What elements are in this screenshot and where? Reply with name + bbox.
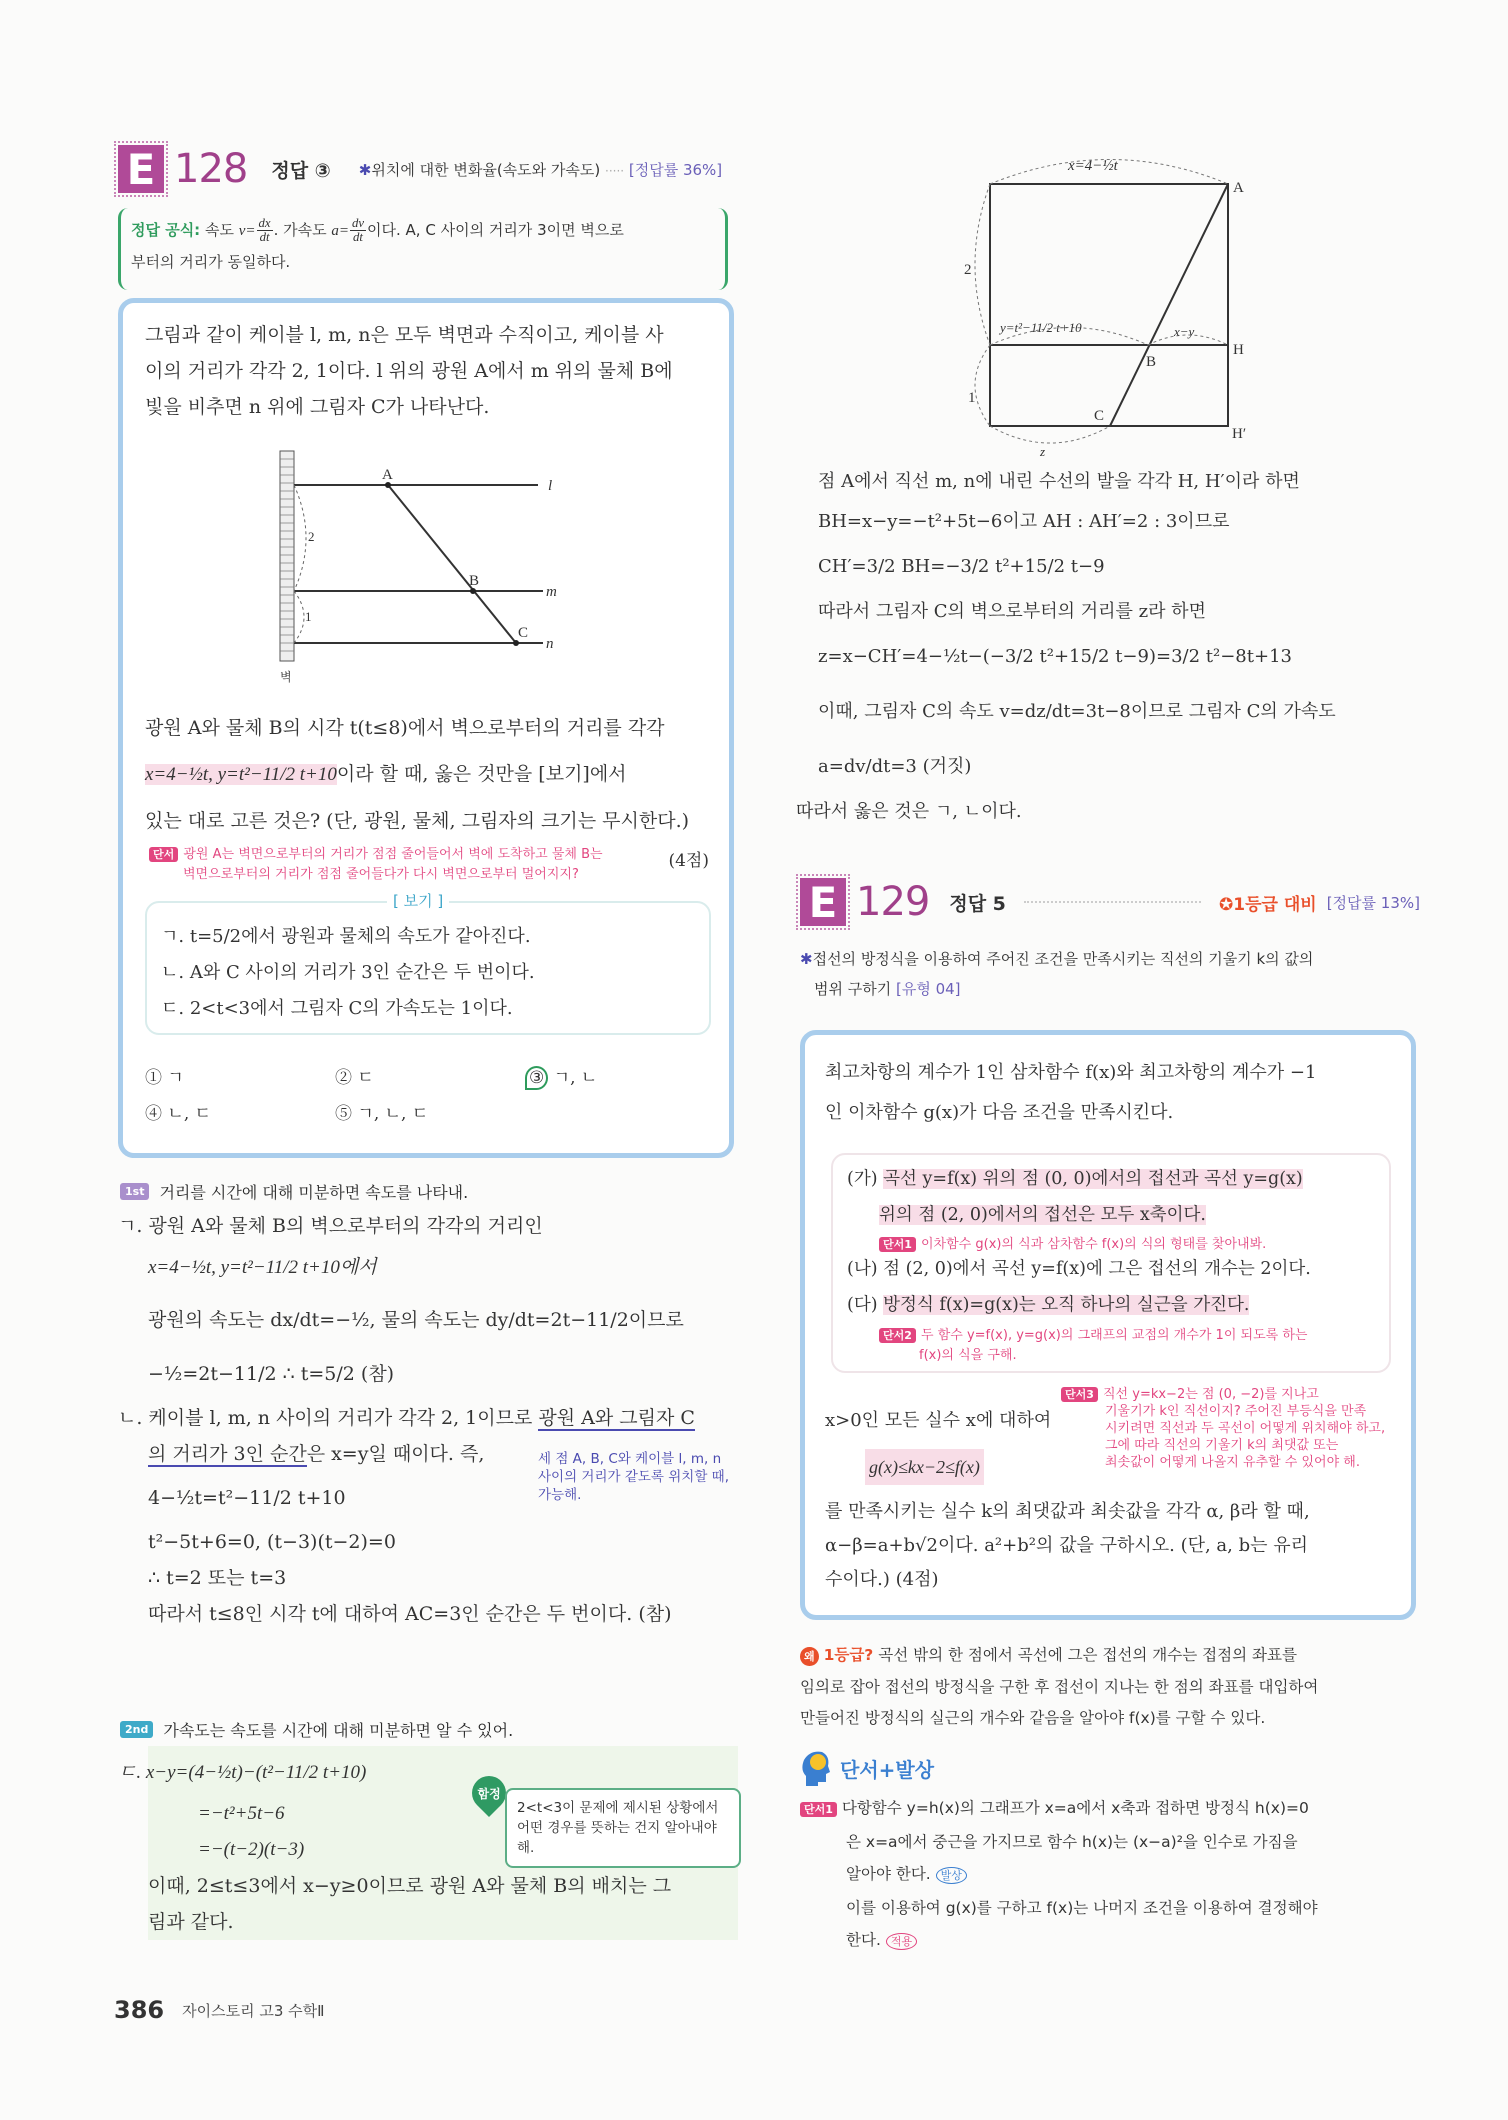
hint: 단서 광원 A는 벽면으로부터의 거리가 점점 줄어들어서 벽에 도착하고 물체 B는 벽면으로부터의 거리가 점점 줄어들다가 다시 벽면으로부터 멀어지지?	[149, 843, 669, 883]
svg-text:A: A	[382, 467, 393, 483]
question: 광원 A와 물체 B의 시각 t(t≤8)에서 벽으로부터의 거리를 각각 x=4−½t, y=t²−11/2 t+10이라 할 때, 옳은 것만을 [보기]에서 있는 대로 고른 것은? (단, 광원, 물체, 그림자의 크기는 무시한다.)	[145, 717, 690, 832]
bogi-title: [ 보기 ]	[387, 890, 449, 911]
dotted-leader: ·····	[605, 163, 625, 178]
inequality: g(x)≤kx−2≤f(x)	[865, 1449, 984, 1485]
jeogyong-tag: 적용	[886, 1933, 917, 1950]
svg-text:m: m	[546, 584, 557, 600]
question-formula: x=4−½t, y=t²−11/2 t+10	[145, 764, 337, 785]
svg-text:x=4−½t: x=4−½t	[1068, 158, 1118, 174]
svg-text:2: 2	[308, 529, 315, 544]
points: (4점)	[668, 851, 709, 871]
svg-text:B: B	[469, 573, 480, 589]
solution-right: 점 A에서 직선 m, n에 내린 수선의 발을 각각 H, H′이라 하면 BH=x−y=−t²+5t−6이고 AH : AH′=2 : 3이므로 CH′=3/2 BH=−3/2 t²+15/2 t−9 따라서 그림자 C의 벽으로부터의 거리를 z라 하면 z=x−CH′=4−½t−(−3/2 t²+15/2 t−9)=3/2 t²−8t+13 이때, 그림자 C의 속도 v=dz/dt=3t−8이므로 그림자 C의 가속도 a=dv/dt=3 (거짓) 따라서 옳은 것은 ㄱ, ㄴ이다.	[796, 471, 1336, 822]
svg-text:n: n	[546, 636, 554, 652]
problem-number: 129	[856, 879, 930, 925]
lightbulb-head-icon	[800, 1748, 832, 1788]
step-2: 2nd 가속도는 속도를 시간에 대해 미분하면 알 수 있어.	[120, 1718, 513, 1741]
svg-text:1: 1	[968, 390, 976, 406]
choice-5[interactable]: ⑤ ㄱ, ㄴ, ㄷ	[335, 1104, 429, 1124]
svg-text:x−y: x−y	[1174, 324, 1195, 339]
grade-label: ✪1등급 대비	[1219, 894, 1317, 915]
solution-step-1: ㄱ. 광원 A와 물체 B의 벽으로부터의 각각의 거리인 x=4−½t, y=t²−11/2 t+10에서 광원의 속도는 dx/dt=−½, 물의 속도는 dy/dt=2t−11/2이므로 −½=2t−11/2 ∴ t=5/2 (참) ㄴ. 케이블 l, m, n 사이의 거리가 각각 2, 1이므로 광원 A와 그림자 C 의 거리가 3인 순간은 x=y일 때이다. 즉, 4−½t=t²−11/2 t+10 t²−5t+6=0, (t−3)(t−2)=0 ∴ t=2 또는 t=3 따라서 t≤8인 시각 t에 대하여 AC=3인 순간은 두 번이다. (참)	[118, 1215, 695, 1625]
choice-4[interactable]: ④ ㄴ, ㄷ	[145, 1104, 212, 1124]
bogi-box	[145, 892, 711, 1035]
star-badge-icon: ✪	[1219, 894, 1234, 915]
svg-text:2: 2	[964, 262, 972, 278]
correct-rate: [정답률 13%]	[1326, 893, 1420, 912]
idea-section: 단서+발상	[800, 1748, 934, 1788]
problem-129-box: 최고차항의 계수가 1인 삼차함수 f(x)와 최고차항의 계수가 −1 인 이차함수 g(x)가 다음 조건을 만족시킨다. (가) 곡선 y=f(x) 위의 점 (0, 0)에서의 접선과 곡선 y=g(x) 위의 점 (2, 0)에서의 접선은 모두 x축이다. 단서1 이차함수 g(x)의 식과 삼차함수 f(x)의 식의 형태를 찾아내봐. (나) 점 (2, 0)에서 곡선 y=f(x)에 그은 접선의 개수는 2이다. (다) 방정식 f(x)=g(x)는 오직 하나의 실근을 가진다. 단서2 두 함수 y=f(x), y=g(x)의 그래프의 교점의 개수가 1이 되도록 하는 f(x)의 식을 구해. x>0인 모든 실수 x에 대하여 g(x)≤kx−2≤f(x) 단서3 직선 y=kx−2는 점 (0, −2)를 지나고 기울기가 k인 직선이지? 주어진 부등식을 만족 시키려면 직선과 두 곡선이 어떻게 위치해야 하고, 그에 따라 직선의 기울기 k의 최댓값 또는 최솟값이 어떻게 나올지 유추할 수 있어야 해. 를 만족시키는 실수 k의 최댓값과 최솟값을 각각 α, β라 할 때, α−β=a+b√2이다. a²+b²의 값을 구하시오. (단, a, b는 유리 수이다.) (4점)	[800, 1030, 1416, 1620]
asterisk-icon: ✱	[800, 950, 813, 968]
answer-formula-box: 정답 공식: 속도 v= $\frac{dx}{dt}$ . 가속도 a= $\frac{dv}{dt}$ 이다. A, C 사이의 거리가 3이면 벽으로 부터의 거리가 동일하다.	[118, 208, 728, 290]
bogi-item: ㄷ. 2<t<3에서 그림자 C의 가속도는 1이다.	[161, 998, 513, 1019]
svg-text:A: A	[1233, 180, 1244, 196]
brick-wall	[280, 451, 294, 661]
svg-text:y=t²−11/2 t+10: y=t²−11/2 t+10	[1000, 320, 1082, 335]
problem-129-topic: ✱접선의 방정식을 이용하여 주어진 조건을 만족시키는 직선의 기울기 k의 값의 범위 구하기 [유형 04]	[800, 950, 1314, 998]
choice-2[interactable]: ② ㄷ	[335, 1068, 374, 1088]
balsang-tag: 발상	[936, 1867, 967, 1884]
svg-text:l: l	[548, 478, 553, 494]
trap-note: 2<t<3이 문제에 제시된 상황에서 어떤 경우를 뜻하는 건지 알아내야 해.	[505, 1788, 741, 1868]
choice-3-selected[interactable]: ③ ㄱ, ㄴ	[525, 1063, 597, 1088]
book-title: 자이스토리 고3 수학Ⅱ	[182, 2001, 325, 2020]
svg-text:B: B	[1146, 354, 1157, 370]
svg-text:벽: 벽	[280, 670, 292, 684]
hint-tag: 단서	[149, 847, 178, 862]
dotted-leader	[1024, 901, 1201, 903]
step-1-tag: 1st	[120, 1183, 149, 1200]
problem-129-header	[800, 878, 1420, 926]
why-badge: 왜	[800, 1647, 819, 1666]
hint-3: 단서3 직선 y=kx−2는 점 (0, −2)를 지나고 기울기가 k인 직선이지? 주어진 부등식을 만족 시키려면 직선과 두 곡선이 어떻게 위치해야 하고, 그에 따라 직선의 기울기 k의 최댓값 또는 최솟값이 어떻게 나올지 유추할 수 있어야 해.	[1061, 1383, 1401, 1471]
svg-text:H′: H′	[1232, 426, 1247, 442]
answer-label: 정답 ③	[271, 159, 331, 182]
problem-number: 128	[174, 146, 248, 192]
side-note: 세 점 A, B, C와 케이블 l, m, n 사이의 거리가 같도록 위치할 때, 가능해.	[538, 1451, 729, 1503]
step-2-tag: 2nd	[120, 1721, 153, 1738]
why-first-grade: 왜 1등급? 곡선 밖의 한 점에서 곡선에 그은 접선의 개수는 접점의 좌표를 임의로 잡아 접선의 방정식을 구한 후 접선이 지나는 한 점의 좌표를 대입하여 만들어진 방정식의 실근의 개수와 같음을 알아야 f(x)를 구할 수 있다.	[800, 1646, 1319, 1727]
cable-wall-figure	[278, 443, 598, 693]
conditions-box: (가) 곡선 y=f(x) 위의 점 (0, 0)에서의 접선과 곡선 y=g(x) 위의 점 (2, 0)에서의 접선은 모두 x축이다. 단서1 이차함수 g(x)의 식과 삼차함수 f(x)의 식의 형태를 찾아내봐. (나) 점 (2, 0)에서 곡선 y=f(x)에 그은 접선의 개수는 2이다. (다) 방정식 f(x)=g(x)는 오직 하나의 실근을 가진다. 단서2 두 함수 y=f(x), y=g(x)의 그래프의 교점의 개수가 1이 되도록 하는 f(x)의 식을 구해.	[831, 1153, 1391, 1373]
problem-128-header	[118, 145, 722, 193]
idea-body: 단서1 다항함수 y=h(x)의 그래프가 x=a에서 x축과 접하면 방정식 h(x)=0 은 x=a에서 중근을 가지므로 함수 h(x)는 (x−a)²을 인수로 가짐을 알아야 한다. 발상 이를 이용하여 g(x)를 구하고 f(x)는 나머지 조건을 이용하여 결정해야 한다. 적용	[800, 1792, 1420, 1958]
step-1: 1st 거리를 시간에 대해 미분하면 속도를 나타내.	[120, 1180, 468, 1203]
e-badge: E	[800, 878, 846, 926]
e-badge: E	[118, 145, 164, 193]
bogi-item: ㄱ. t=5/2에서 광원과 물체의 속도가 같아진다.	[161, 926, 531, 947]
answer-label: 정답 5	[949, 892, 1006, 915]
formula-label: 정답 공식:	[131, 221, 201, 239]
svg-text:H: H	[1233, 342, 1244, 358]
topic: ✱위치에 대한 변화율(속도와 가속도) ····· [정답률 36%]	[358, 160, 723, 179]
correct-rate: [정답률 36%]	[628, 160, 723, 179]
problem-128-box	[118, 298, 734, 1158]
page-footer	[114, 1996, 325, 2024]
choice-1[interactable]: ① ㄱ	[145, 1068, 184, 1088]
problem-statement: 그림과 같이 케이블 l, m, n은 모두 벽면과 수직이고, 케이블 사 이의 거리가 각각 2, 1이다. l 위의 광원 A에서 m 위의 물체 B에 빛을 비추면 n 위에 그림자 C가 나타난다.	[145, 324, 673, 418]
page-number: 386	[114, 1996, 165, 2024]
svg-text:C: C	[1094, 408, 1105, 424]
svg-text:z: z	[1040, 444, 1046, 459]
solution-step-2: ㄷ. x−y=(4−½t)−(t²−11/2 t+10) =−t²+5t−6 =−(t−2)(t−3) 이때, 2≤t≤3에서 x−y≥0이므로 광원 A와 물체 B의 배치는 그 림과 같다.	[118, 1762, 672, 1933]
svg-text:1: 1	[305, 609, 312, 624]
svg-text:C: C	[518, 625, 529, 641]
distance-figure	[950, 140, 1250, 460]
asterisk-icon: ✱	[358, 160, 372, 179]
bogi-item: ㄴ. A와 C 사이의 거리가 3인 순간은 두 번이다.	[161, 962, 535, 983]
trap-pin-icon: 함정	[465, 1769, 513, 1817]
